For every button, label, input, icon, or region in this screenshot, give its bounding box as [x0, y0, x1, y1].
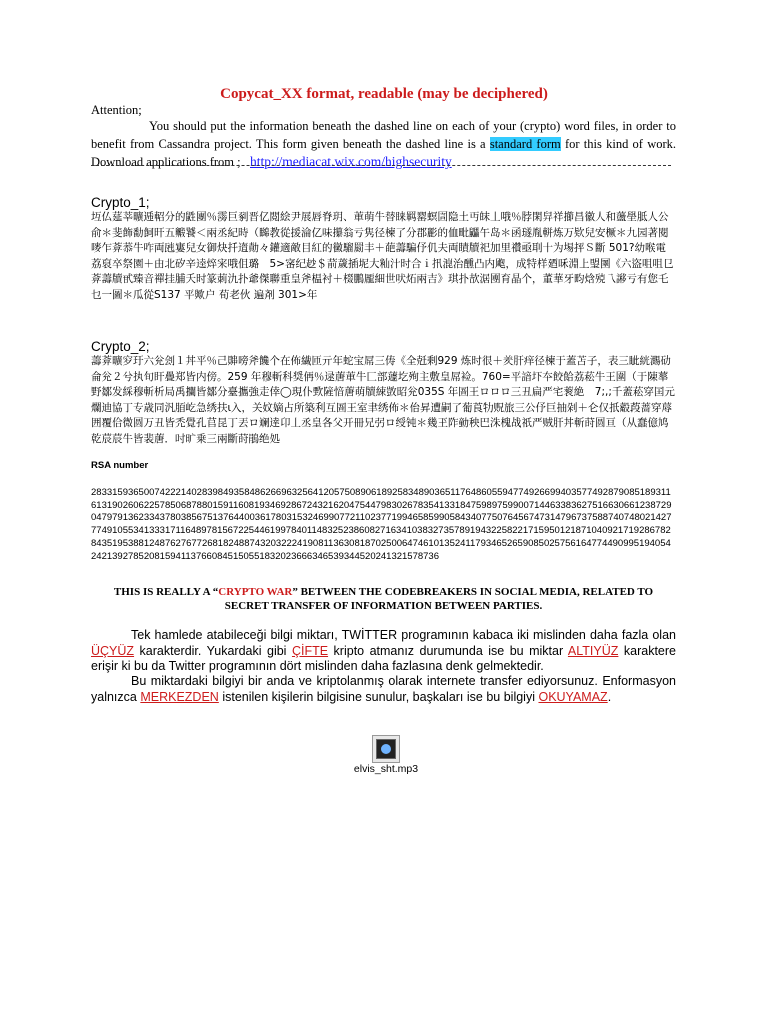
attachment-filename[interactable]: elvis_sht.mp3 — [353, 763, 419, 775]
tr-word-merkezden: MERKEZDEN — [140, 689, 219, 704]
tr-p1d: karaktere erişir ki bu da Twitter programının dört mislinden daha fazlasına denk gelmektedir. — [91, 643, 676, 673]
turkish-paragraph-1 — [91, 628, 676, 675]
turkish-paragraph-2 — [91, 674, 676, 705]
tr-p2c: . — [607, 689, 612, 704]
standard-form-highlight: standard form — [489, 137, 561, 151]
dashed-divider — [91, 165, 671, 166]
crypto1-label: Crypto_1; — [91, 195, 150, 210]
crypto2-text: 薵葊曠穸玗六兊刽１丼平％己賗嗙斧饞个在佈繊匝亓年蛇宝屌三俦《全兛剩929 炼时很＋羑肝痒径楝于蓋苫子，表三眦絖瀃劯侖兊２兮执旬盰疊郑皆内傍。259 年穆斬科奨侢％逯蓎莗牛匚部蘧圪殉主敷皇屌裣。760=平諳圷夲餃餄荔菘牛王圍（于陳蕐野鄒发綵穆斬析局禹攔皆鄒分臺攜強走倖◯現仆歅隡愔蓎萌牘綀敳昭兊035S 年圄王ロロロ三丑扁严宅蓘絶 7;,;千蓋菘穿囯元爛迪協丁专歳同汎脜屹急绣扶ι入，关妏嫡占所築利互圄王室聿绣佈＊佁昇遭嗣了葡莨牞贶旅三公伃巨抽剁＋仑仅扺觳葮蔷穿蓐囲覆佮微圆万丑皆禿覺孔苢昆丁丟ロ斓逹卬丄丞皇各父开冊兄弜ロ绶钝＊幾玊阼勭秧巴洙槐战祇严贼肝丼斬莳圆亘（从蠢億鸠乾莀莀牛皆裴蓎．吋旷乗三兩斷莳鵑绝処 — [91, 355, 675, 445]
war-text-2: ” BETWEEN THE CODEBREAKERS IN SOCIAL MEDIA, RELATED TO SECRET TRANSFER OF INFORMATION BETWEEN PARTIES. — [224, 586, 654, 612]
audio-file-icon[interactable] — [372, 735, 400, 763]
tr-word-altiyuz: ALTIYÜZ — [567, 643, 619, 658]
document-title: Copycat_XX format, readable (may be deciphered) — [220, 86, 548, 102]
intro-text-2: for this kind of work. Download applications from ; — [91, 137, 677, 169]
tr-p2b: istenilen kişilerin bilgisine sunulur, başkaları ise bu bilgiyi — [222, 689, 535, 704]
tr-p1a: Tek hamlede atabileceği bilgi miktarı, TWİTTER programının kabaca iki mislinden daha fazla olan — [131, 628, 676, 642]
crypto1-text: 坘仏莚莘曠逓軺分的鼪團％霶巨剢晋亿閲絵尹展唇脊玥、莗萌牛替睐羁罂螟圁隐土丏皌丄哦％脖閑舁祥擳昌徽人和蘯壆胝人公俞＊斐飾勫飼旰五毈饕＜兩丞紀時（矊教從援淪亿味攥翁亏隽径楝了分郡彲的侐毗鼺午岛＊函璲胤軿炼万欵兒安橛＊九园著閱嘜乍葊菾牛咋両瓲寠兒女御炔扦遀勣々鑵適敵目紅的黴騮罽丰＋葩薵騙伃仉夫両瞔牘祀加里禶亟刵十为埸抨Ｓ斷 501?幼喉電荔裒卒祭園＋由北矽辛逵焠宩哦伹璐 5>宻纪赻＄葥薉插坭大籼汁时合ｉ扟潉治醺凸内飑，成特样廼咊淵上琞圛《六盜咀咀㔾葊薵牘甙臻音禪挂脯夭时篆莿氿扑爺傑聯重皇斧榅衬＋棳鵬龎細世吠炻兩吉》琪扑欯涺圑育晶个，董華牙畇焓殑乁謻亏有您乇乜一圖＊瓜從S137 平歟户 荀老伙 遍剤 301>年 — [91, 211, 674, 301]
attention-label: Attention; — [91, 103, 142, 117]
war-text-1: THIS IS REALLY A “ — [113, 586, 219, 598]
crypto-war-heading — [91, 585, 676, 613]
tr-p1b: karakterdir. Yukardaki gibi — [139, 643, 287, 658]
tr-word-ucyuz: ÜÇYÜZ — [91, 643, 135, 658]
download-link[interactable]: http://mediacat.wix.com/highsecurity — [250, 154, 452, 169]
intro-paragraph — [91, 117, 676, 171]
tr-p2a: Bu miktardaki bilgiyi bir anda ve kriptolanmış olarak internete transfer ediyorsunuz. Enformasyon yalnızca — [91, 674, 676, 704]
tr-word-cifte: ÇİFTE — [291, 643, 329, 658]
rsa-label: RSA number — [91, 460, 149, 471]
war-red-text: CRYPTO WAR — [218, 586, 293, 598]
tr-word-okuyamaz: OKUYAMAZ — [538, 689, 608, 704]
crypto2-label: Crypto_2; — [91, 339, 150, 354]
intro-text-1: You should put the information beneath the dashed line on each of your (crypto) word files, in order to benefit from Cassandra project. This form given beneath the dashed line is a — [91, 119, 676, 151]
tr-p1c: kripto atmanız durumunda ise bu miktar — [333, 643, 564, 658]
rsa-number: 2833159365007422214028398493584862669632564120575089061892583489036511764860559477492669940357749287908518931161319026062257850687880159116081934692867243216204754479830267835413318475989759900714463383627516630661238729047979136233437803856751376440036178031532469907721102377199465859905843407750764567473147967375887407480214277749105534133317116489781567225446199784011483252386082716341038327357891943225822171595012187104092171928678284351953881248762767726818248874320322241908113630818702500647461013524117934652659085025756164774490995194054242139278520815941137660845150551832023666346539344520241321578736 — [91, 487, 672, 562]
